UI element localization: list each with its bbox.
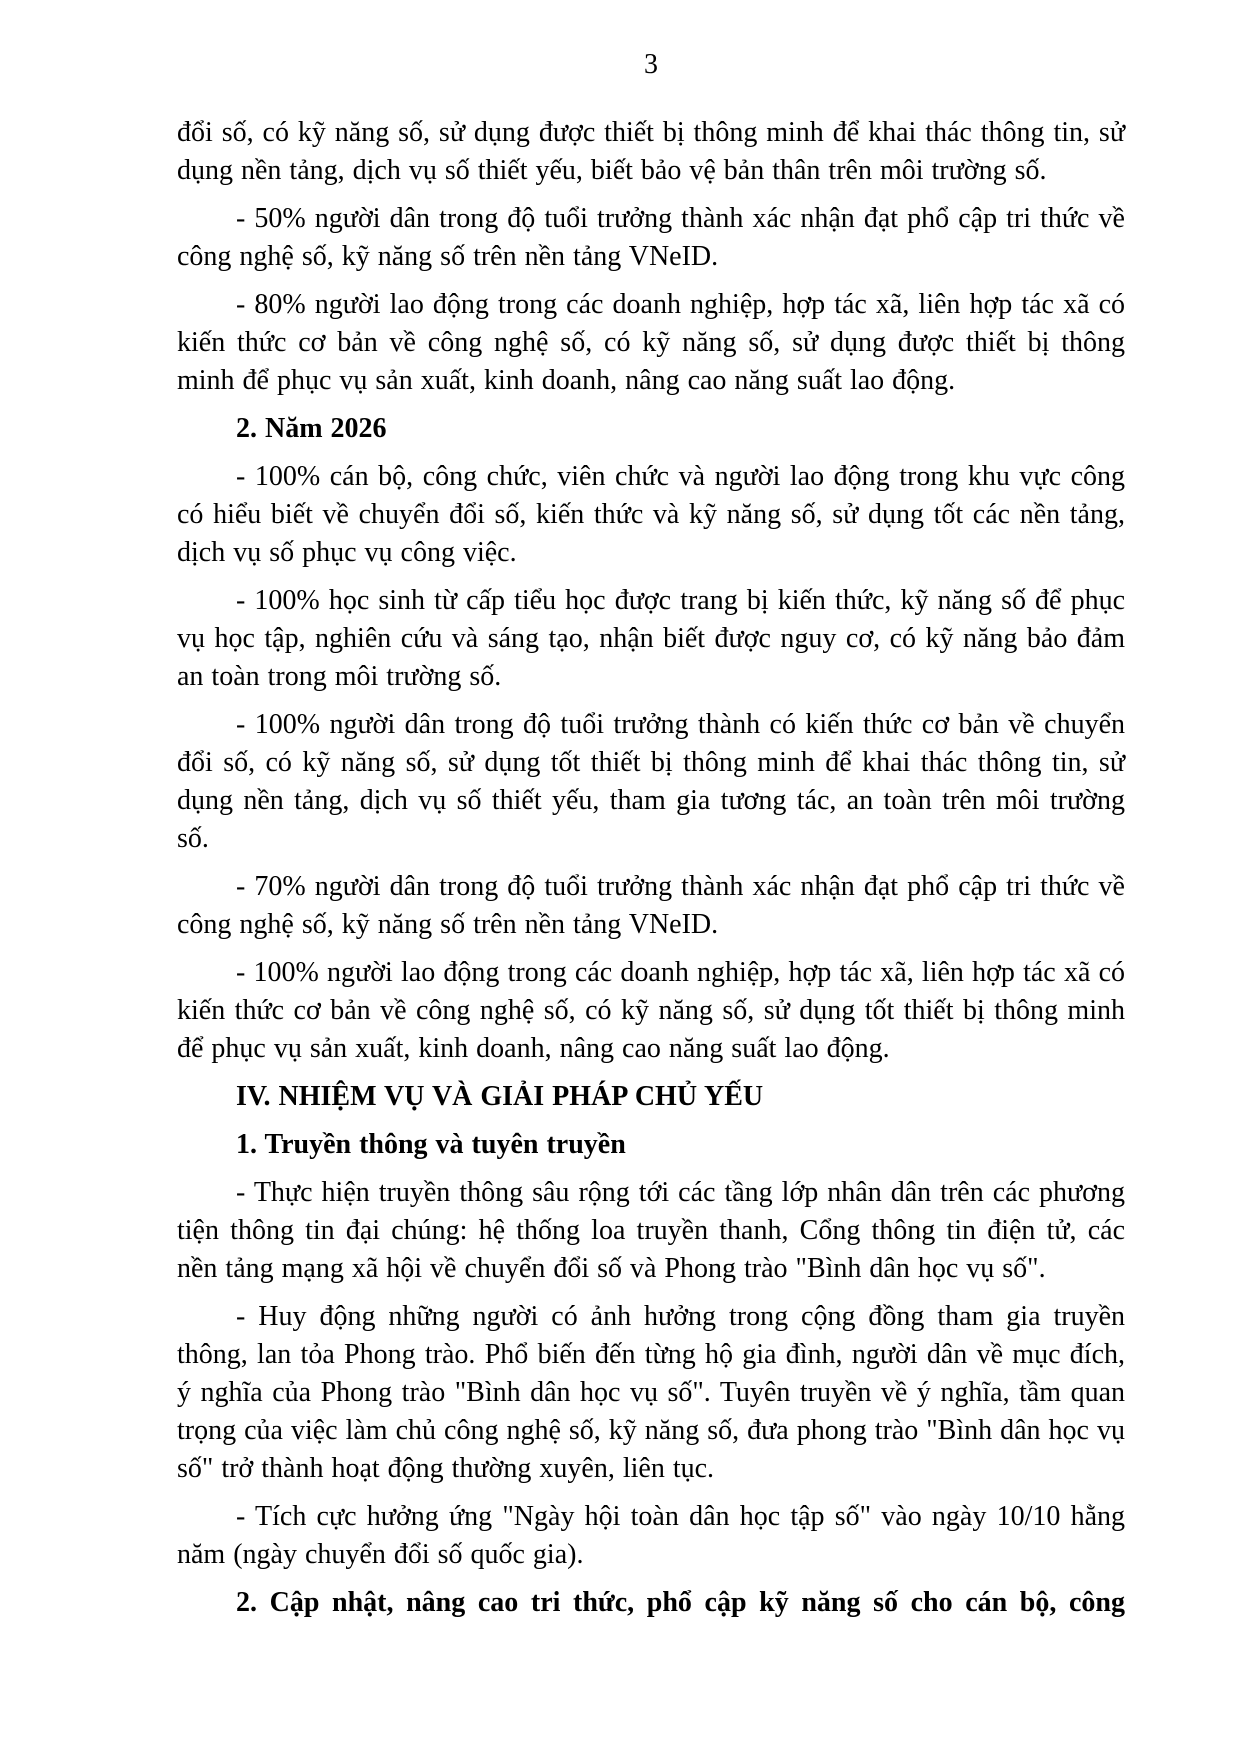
paragraph: - 70% người dân trong độ tuổi trưởng thành xác nhận đạt phổ cập tri thức về công nghệ số, kỹ năng số trên nền tảng VNeID. bbox=[177, 871, 1125, 940]
page-number: 3 bbox=[644, 49, 658, 80]
paragraph: - 80% người lao động trong các doanh nghiệp, hợp tác xã, liên hợp tác xã có kiến thức cơ bản về công nghệ số, có kỹ năng số, sử dụng được thiết bị thông minh để phục vụ sản xuất, kinh doanh, nâng cao năng suất lao động. bbox=[177, 289, 1125, 396]
section-heading: 1. Truyền thông và tuyên truyền bbox=[236, 1129, 626, 1160]
section-heading: IV. NHIỆM VỤ VÀ GIẢI PHÁP CHỦ YẾU bbox=[236, 1081, 764, 1112]
paragraph: đổi số, có kỹ năng số, sử dụng được thiết bị thông minh để khai thác thông tin, sử dụng nền tảng, dịch vụ số thiết yếu, biết bảo vệ bản thân trên môi trường số. bbox=[177, 117, 1125, 186]
paragraph: - Tích cực hưởng ứng "Ngày hội toàn dân học tập số" vào ngày 10/10 hằng năm (ngày chuyển đổi số quốc gia). bbox=[177, 1501, 1125, 1570]
paragraph: - 100% học sinh từ cấp tiểu học được trang bị kiến thức, kỹ năng số để phục vụ học tập, nghiên cứu và sáng tạo, nhận biết được nguy cơ, có kỹ năng bảo đảm an toàn trong môi trường số. bbox=[177, 585, 1125, 692]
section-heading: 2. Cập nhật, nâng cao tri thức, phổ cập kỹ năng số cho cán bộ, công bbox=[236, 1587, 1125, 1618]
document-body bbox=[177, 114, 1125, 1622]
paragraph: - Huy động những người có ảnh hưởng trong cộng đồng tham gia truyền thông, lan tỏa Phong trào. Phổ biến đến từng hộ gia đình, người dân về mục đích, ý nghĩa của Phong trào "Bình dân học vụ số". Tuyên truyền về ý nghĩa, tầm quan trọng của việc làm chủ công nghệ số, kỹ năng số, đưa phong trào "Bình dân học vụ số" trở thành hoạt động thường xuyên, liên tục. bbox=[177, 1301, 1125, 1484]
paragraph: - 50% người dân trong độ tuổi trưởng thành xác nhận đạt phổ cập tri thức về công nghệ số, kỹ năng số trên nền tảng VNeID. bbox=[177, 203, 1125, 272]
paragraph: - Thực hiện truyền thông sâu rộng tới các tầng lớp nhân dân trên các phương tiện thông tin đại chúng: hệ thống loa truyền thanh, Cổng thông tin điện tử, các nền tảng mạng xã hội về chuyển đổi số và Phong trào "Bình dân học vụ số". bbox=[177, 1177, 1125, 1284]
paragraph: - 100% người dân trong độ tuổi trưởng thành có kiến thức cơ bản về chuyển đổi số, có kỹ năng số, sử dụng tốt thiết bị thông minh để khai thác thông tin, sử dụng nền tảng, dịch vụ số thiết yếu, tham gia tương tác, an toàn trên môi trường số. bbox=[177, 709, 1125, 854]
section-heading: 2. Năm 2026 bbox=[236, 413, 387, 444]
paragraph: - 100% người lao động trong các doanh nghiệp, hợp tác xã, liên hợp tác xã có kiến thức cơ bản về công nghệ số, có kỹ năng số, sử dụng tốt thiết bị thông minh để phục vụ sản xuất, kinh doanh, nâng cao năng suất lao động. bbox=[177, 957, 1125, 1064]
paragraph: - 100% cán bộ, công chức, viên chức và người lao động trong khu vực công có hiểu biết về chuyển đổi số, kiến thức và kỹ năng số, sử dụng tốt các nền tảng, dịch vụ số phục vụ công việc. bbox=[177, 461, 1125, 568]
